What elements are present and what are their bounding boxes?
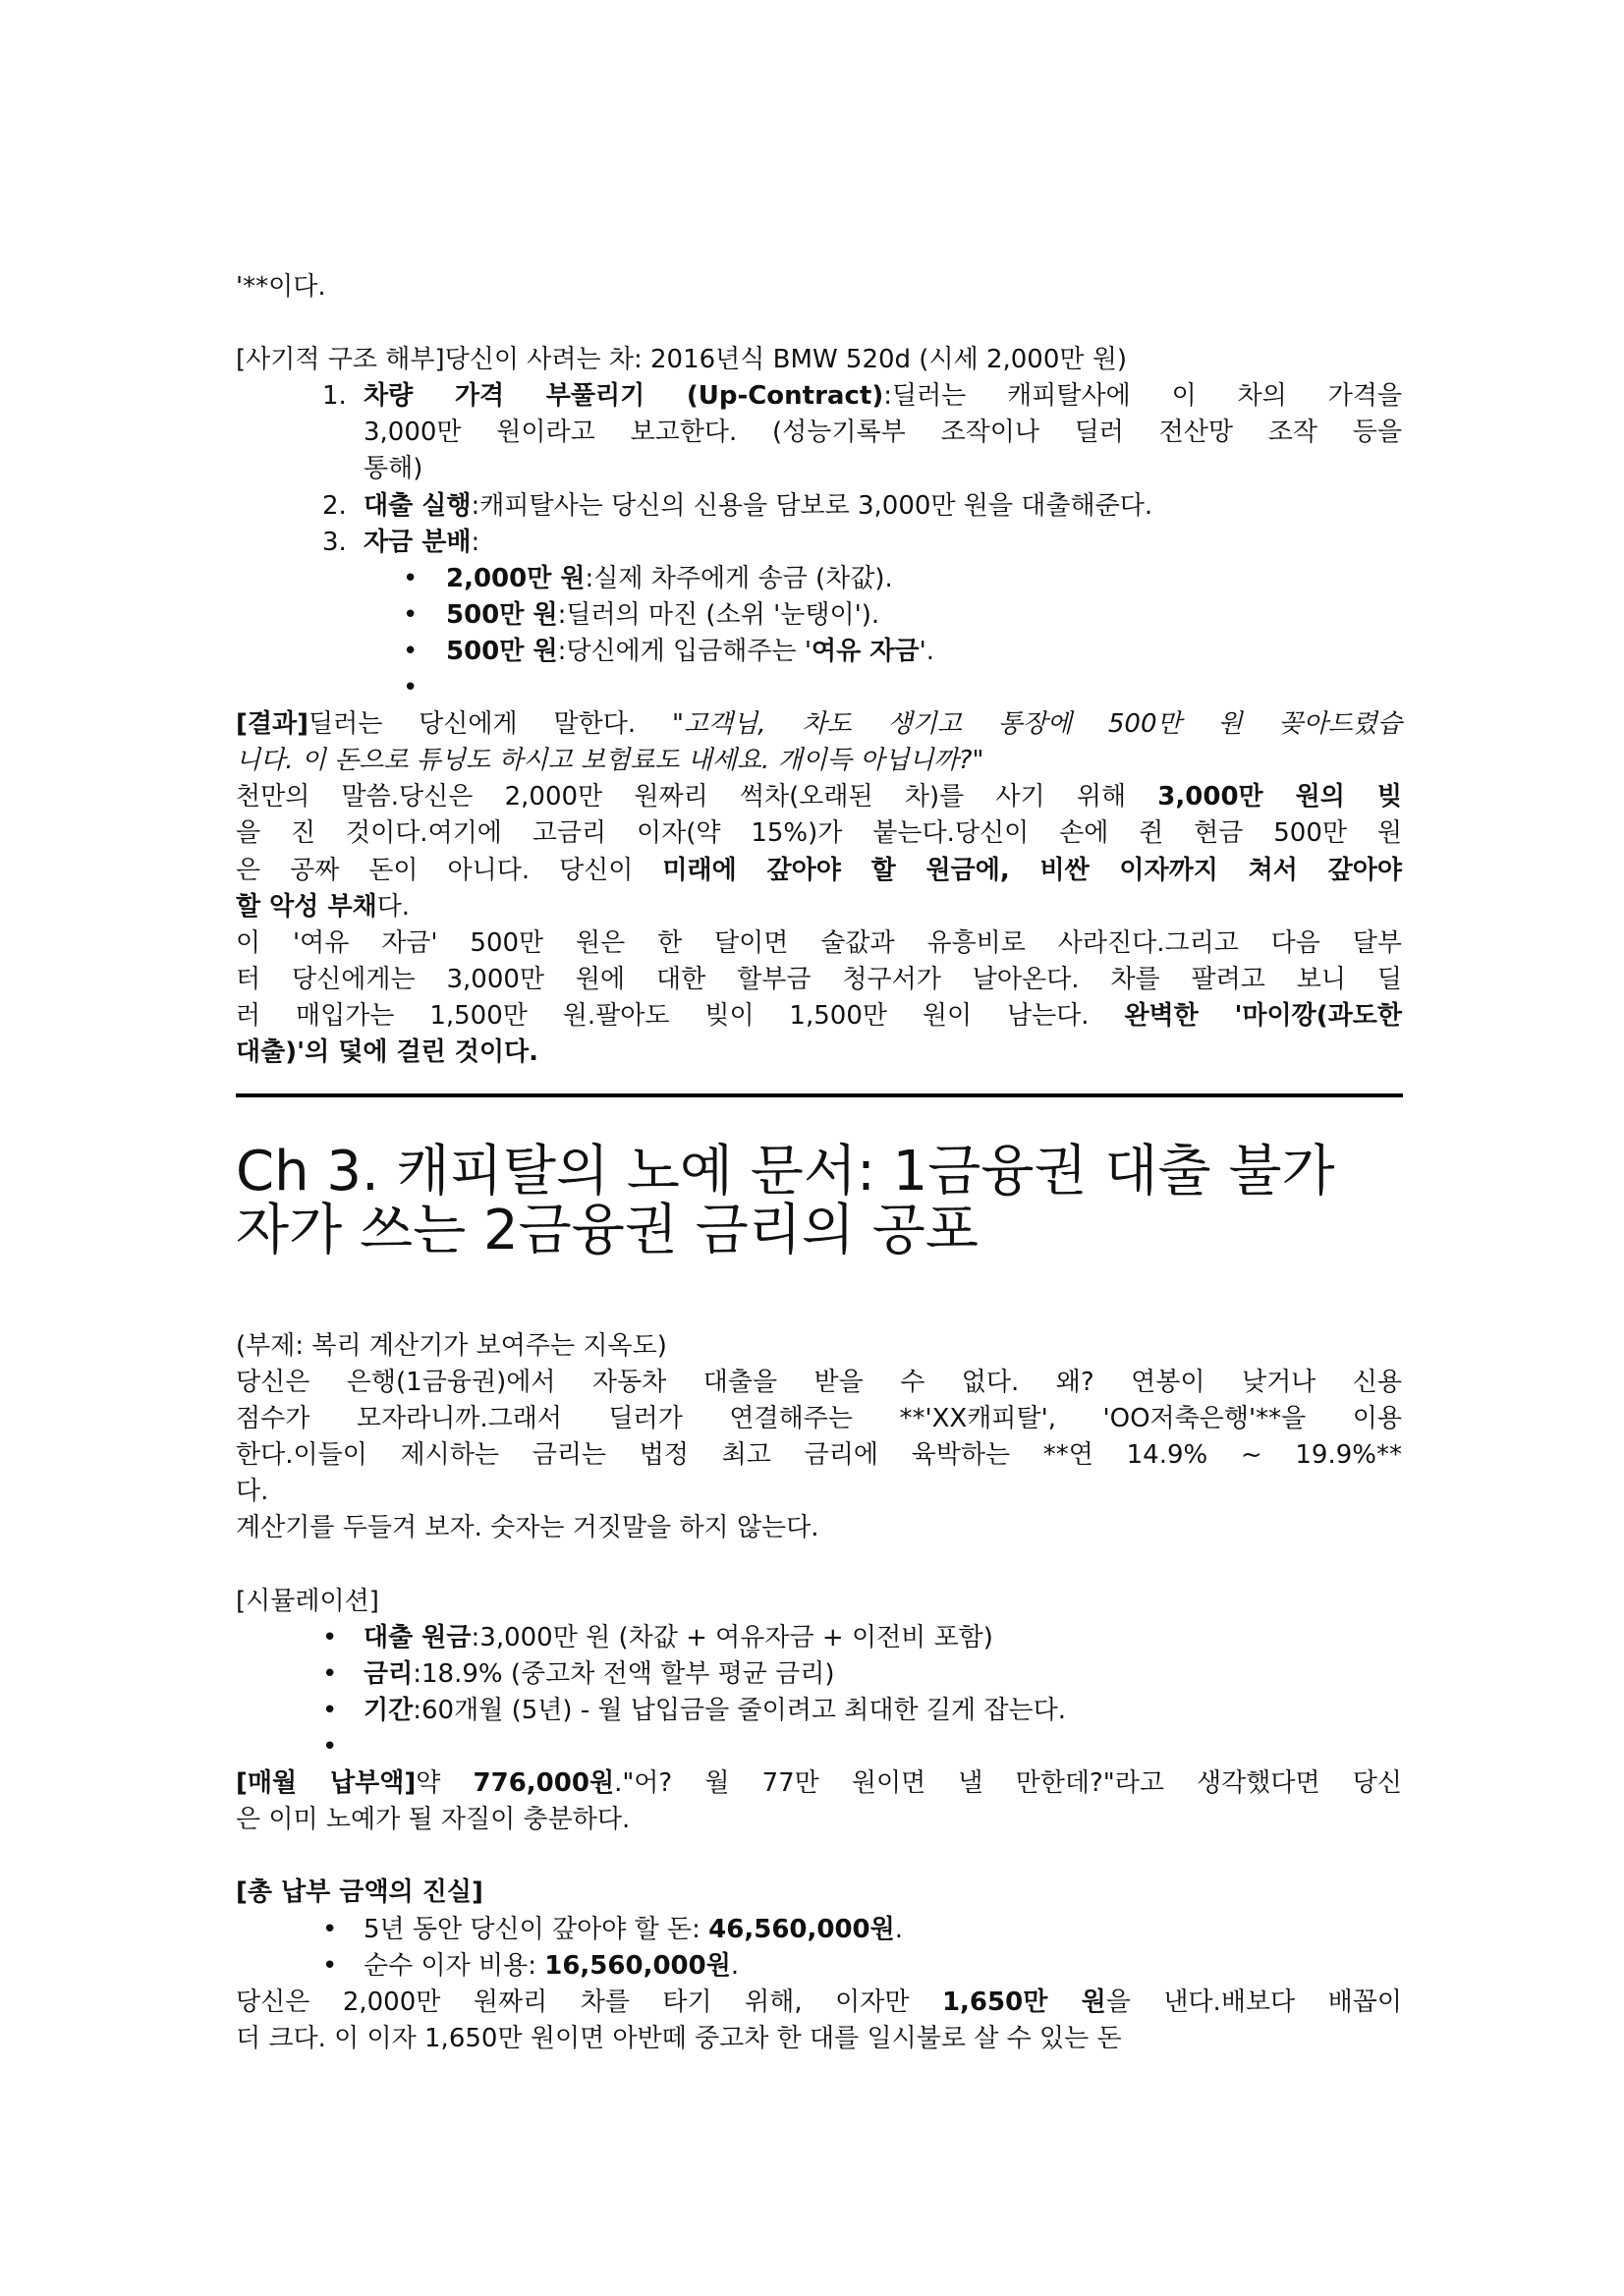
text-line xyxy=(236,925,1402,962)
text-segment: 은 이미 노예가 될 자질이 충분하다. xyxy=(236,1805,631,1835)
bullet-icon: • xyxy=(322,1695,338,1725)
list-item xyxy=(236,597,1402,634)
list-number: 2. xyxy=(322,490,347,521)
text-line xyxy=(236,998,1402,1035)
bold-text: 미래에 갚아야 할 원금에, 비싼 이자까지 쳐서 갚아야 xyxy=(662,855,1402,885)
bullet-icon: • xyxy=(403,563,419,593)
text-line xyxy=(236,889,1402,925)
bold-text: 자금 분배 xyxy=(364,527,472,557)
italic-quote: 니다. 이 돈으로 튜닝도 하시고 보험료도 내세요. 개이득 아닙니까?" xyxy=(236,746,984,776)
text-line xyxy=(236,815,1402,852)
list-number: 1. xyxy=(322,381,347,412)
bold-text: 46,560,000원 xyxy=(708,1914,895,1944)
text-segment: 러 매입가는 1,500만 원.팔아도 빚이 1,500만 원이 남는다. xyxy=(236,1000,1125,1031)
text-segment: 한다.이들이 제시하는 금리는 법정 최고 금리에 육박하는 **연 14.9% ~ 19.9%** xyxy=(236,1440,1402,1471)
bold-text: 2,000만 원 xyxy=(446,563,586,593)
bullet-icon: • xyxy=(403,599,419,630)
bullet-icon: • xyxy=(403,673,419,703)
text-line xyxy=(236,1035,1402,1071)
body-section-interest-rates xyxy=(236,1328,1402,2057)
text-segment: 3,000만 원이라고 보고한다. (성능기록부 조작이나 딜러 전산망 조작 등을 xyxy=(364,418,1402,448)
bold-text: 1,650만 원 xyxy=(941,1987,1106,2017)
text-segment: :18.9% (중고차 전액 할부 평균 금리) xyxy=(413,1658,835,1689)
text-line xyxy=(236,2021,1402,2057)
list-item xyxy=(236,378,1402,415)
list-item xyxy=(236,634,1402,670)
bold-text: 500만 원 xyxy=(446,636,558,666)
list-item xyxy=(236,1693,1402,1729)
bullet-icon: • xyxy=(322,1950,338,1981)
list-item xyxy=(236,561,1402,597)
italic-quote: "고객님, 차도 생기고 통장에 500만 원 꽂아드렸습 xyxy=(671,709,1402,740)
text-line xyxy=(236,1765,1402,1802)
text-segment: 이 '여유 자금' 500만 원은 한 달이면 술값과 유흥비로 사라진다.그리고 다음 달부 xyxy=(236,927,1402,958)
list-item xyxy=(236,670,1402,706)
text-segment: ."어? 월 77만 원이면 낼 만한데?"라고 생각했다면 당신 xyxy=(614,1768,1402,1799)
text-line xyxy=(236,1474,1402,1510)
text-segment: : xyxy=(471,527,480,557)
text-segment: :캐피탈사는 당신의 신용을 담보로 3,000만 원을 대출해준다. xyxy=(471,490,1153,521)
text-segment: 터 당신에게는 3,000만 원에 대한 할부금 청구서가 날아온다. 차를 팔려고 보니 딜 xyxy=(236,964,1402,994)
text-segment: 5년 동안 당신이 갚아야 할 돈: xyxy=(364,1914,709,1944)
bold-text: 완벽한 '마이깡(과도한 xyxy=(1124,1000,1402,1031)
text-segment: 통해) xyxy=(364,454,423,484)
text-segment: [사기적 구조 해부] xyxy=(236,345,445,375)
text-line xyxy=(236,269,1402,306)
bold-text: 할 악성 부채 xyxy=(236,891,377,922)
text-segment: 을 낸다.배보다 배꼽이 xyxy=(1105,1987,1403,2017)
text-segment: :딜러의 마진 (소위 '눈탱이'). xyxy=(557,599,880,630)
text-segment: '. xyxy=(919,636,934,666)
text-segment: 더 크다. 이 이자 1,650만 원이면 아반떼 중고차 한 대를 일시불로 살 수 있는 돈 xyxy=(236,2023,1122,2053)
text-segment: 은 공짜 돈이 아니다. 당신이 xyxy=(236,855,663,885)
bold-text: 금리 xyxy=(364,1658,414,1689)
text-segment: 계산기를 두들겨 보자. 숫자는 거짓말을 하지 않는다. xyxy=(236,1513,819,1543)
blank-line xyxy=(236,306,1402,342)
text-line xyxy=(236,342,1402,378)
bold-text: 대출)'의 덫에 걸린 것이다. xyxy=(236,1036,539,1067)
text-line xyxy=(236,1802,1402,1838)
bullet-icon: • xyxy=(322,1914,338,1944)
text-segment: :당신에게 입금해주는 ' xyxy=(557,636,812,666)
bold-text: 차량 가격 부풀리기 (Up-Contract) xyxy=(364,381,884,412)
text-segment: (부제: 복리 계산기가 보여주는 지옥도) xyxy=(236,1331,667,1361)
bold-text: [총 납부 금액의 진실] xyxy=(236,1877,483,1908)
text-line xyxy=(236,706,1402,743)
text-line xyxy=(236,962,1402,998)
blank-line xyxy=(236,1547,1402,1584)
list-item xyxy=(236,1912,1402,1948)
text-line xyxy=(236,1365,1402,1401)
text-segment: . xyxy=(894,1914,904,1944)
bullet-icon: • xyxy=(322,1622,338,1652)
text-line xyxy=(236,1437,1402,1474)
text-segment: 당신이 사려는 차: 2016년식 BMW 520d (시세 2,000만 원) xyxy=(444,345,1128,375)
text-line xyxy=(236,1401,1402,1437)
list-item xyxy=(236,525,1402,561)
bold-text: 대출 실행 xyxy=(364,490,472,521)
text-line xyxy=(236,779,1402,815)
blank-line xyxy=(236,1838,1402,1875)
text-segment: 점수가 모자라니까.그래서 딜러가 연결해주는 **'XX캐피탈', 'OO저축은행'**을 이용 xyxy=(236,1404,1402,1434)
bold-text: 3,000만 원의 빚 xyxy=(1157,782,1402,812)
horizontal-rule xyxy=(236,1093,1403,1097)
bold-text: [매월 납부액] xyxy=(236,1768,417,1799)
text-segment: 당신은 2,000만 원짜리 차를 타기 위해, 이자만 xyxy=(236,1987,942,2017)
bullet-icon: • xyxy=(403,636,419,666)
text-segment: :3,000만 원 (차값 + 여유자금 + 이전비 포함) xyxy=(471,1622,993,1652)
text-line xyxy=(236,1584,1402,1620)
text-line xyxy=(236,1510,1402,1546)
text-line xyxy=(236,743,1402,779)
bold-text: 기간 xyxy=(364,1695,414,1725)
list-number: 3. xyxy=(322,527,347,557)
text-segment: 다. xyxy=(236,1477,269,1507)
bold-text: 16,560,000원 xyxy=(544,1950,731,1981)
text-line xyxy=(236,853,1402,889)
text-segment: '**이다. xyxy=(236,272,326,302)
list-item xyxy=(236,488,1402,525)
bold-text: 500만 원 xyxy=(446,599,558,630)
text-segment: 천만의 말씀.당신은 2,000만 원짜리 썩차(오래된 차)를 사기 위해 xyxy=(236,782,1158,812)
bold-text: 여유 자금 xyxy=(812,636,920,666)
bullet-icon: • xyxy=(322,1658,338,1689)
text-segment: :60개월 (5년) - 월 납입금을 줄이려고 최대한 길게 잡는다. xyxy=(413,1695,1066,1725)
text-segment: :딜러는 캐피탈사에 이 차의 가격을 xyxy=(883,381,1402,412)
text-segment: [시뮬레이션] xyxy=(236,1586,379,1616)
list-item xyxy=(236,415,1402,451)
list-item xyxy=(236,1729,1402,1765)
text-line xyxy=(236,1875,1402,1911)
list-item xyxy=(236,1620,1402,1656)
text-line xyxy=(236,1328,1402,1365)
text-segment: 딜러는 당신에게 말한다. xyxy=(308,709,672,740)
chapter-heading xyxy=(236,1140,1366,1262)
text-segment: 을 진 것이다.여기에 고금리 이자(약 15%)가 붙는다.당신이 손에 쥔 현금 500만 원 xyxy=(236,818,1402,849)
text-segment: 약 xyxy=(416,1768,474,1799)
bullet-icon: • xyxy=(322,1732,338,1763)
list-item xyxy=(236,451,1402,487)
chapter-heading-line-2: 자가 쓰는 2금융권 금리의 공포 xyxy=(236,1199,979,1262)
list-item xyxy=(236,1948,1402,1985)
bold-text: 776,000원 xyxy=(473,1768,615,1799)
text-line xyxy=(236,1985,1402,2021)
bold-text: [결과] xyxy=(236,709,308,740)
list-item xyxy=(236,1656,1402,1693)
text-segment: :실제 차주에게 송금 (차값). xyxy=(585,563,893,593)
text-segment: 순수 이자 비용: xyxy=(364,1950,545,1981)
text-segment: 다. xyxy=(376,891,411,922)
text-segment: . xyxy=(730,1950,740,1981)
text-segment: 당신은 은행(1금융권)에서 자동차 대출을 받을 수 없다. 왜? 연봉이 낮거나 신용 xyxy=(236,1368,1402,1398)
bold-text: 대출 원금 xyxy=(364,1622,472,1652)
body-section-scam-structure xyxy=(236,269,1402,1071)
chapter-heading-line-1: Ch 3. 캐피탈의 노예 문서: 1금융권 대출 불가 xyxy=(236,1140,1335,1204)
